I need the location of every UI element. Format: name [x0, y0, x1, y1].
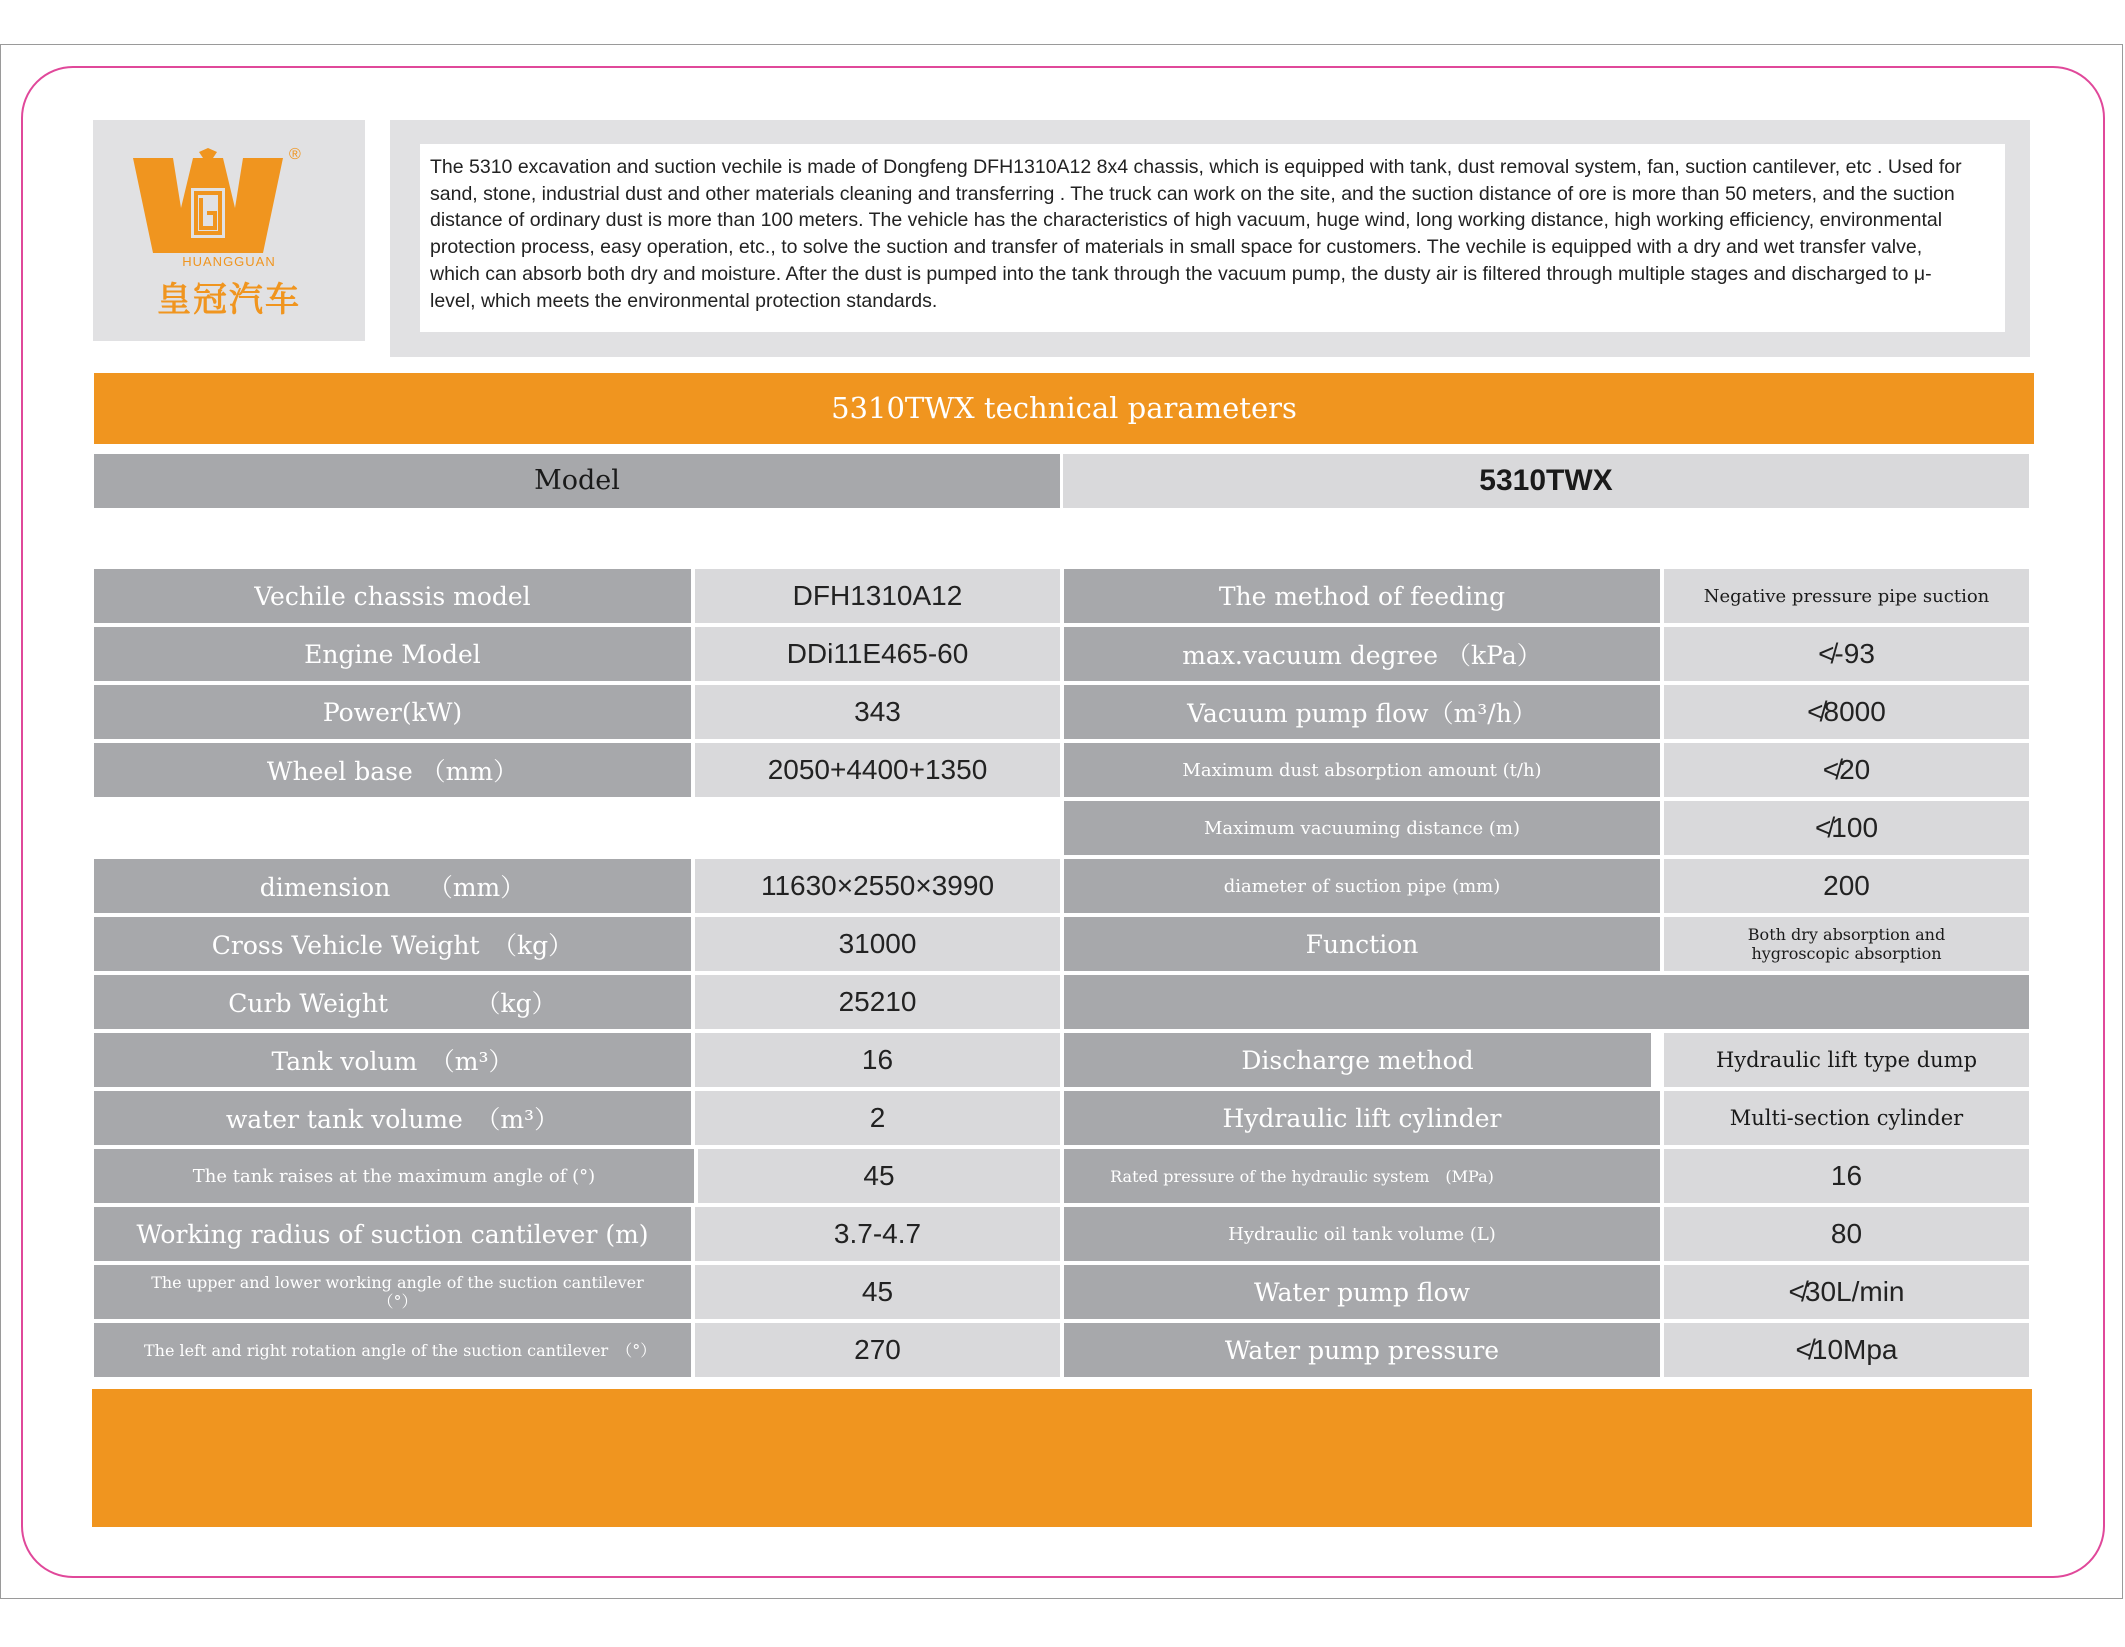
- param-value: ≮20: [1664, 743, 2029, 797]
- param-value: 270: [695, 1323, 1060, 1377]
- param-value: 16: [1664, 1149, 2029, 1203]
- param-label: dimension （mm）: [94, 859, 691, 913]
- param-label: Hydraulic lift cylinder: [1064, 1091, 1660, 1145]
- logo-brand-en: HUANGGUAN: [182, 254, 276, 269]
- model-value: 5310TWX: [1063, 454, 2029, 508]
- param-value: 2: [695, 1091, 1060, 1145]
- param-label: Vacuum pump flow（m³/h）: [1064, 685, 1660, 739]
- param-label: Hydraulic oil tank volume (L): [1064, 1207, 1660, 1261]
- param-label: Vechile chassis model: [94, 569, 691, 623]
- param-label: diameter of suction pipe (mm): [1064, 859, 1660, 913]
- param-label: The method of feeding: [1064, 569, 1660, 623]
- param-value: 31000: [695, 917, 1060, 971]
- param-label: Engine Model: [94, 627, 691, 681]
- blank-row: [1064, 975, 2029, 1029]
- param-value: 200: [1664, 859, 2029, 913]
- param-value: 2050+4400+1350: [695, 743, 1060, 797]
- param-value: ≮100: [1664, 801, 2029, 855]
- param-label: Discharge method: [1064, 1033, 1651, 1087]
- param-label: Tank volum （m³）: [94, 1033, 691, 1087]
- param-label: Function: [1064, 917, 1660, 971]
- description-panel: [390, 120, 2030, 357]
- footer-bar: [92, 1389, 2032, 1527]
- param-label: Power(kW): [94, 685, 691, 739]
- param-value: 45: [698, 1149, 1060, 1203]
- param-label: Rated pressure of the hydraulic system (MPa): [1064, 1149, 1660, 1203]
- param-value: ≮-93: [1664, 627, 2029, 681]
- param-value: 16: [695, 1033, 1060, 1087]
- param-label: Water pump pressure: [1064, 1323, 1660, 1377]
- param-label: Water pump flow: [1064, 1265, 1660, 1319]
- param-label: Curb Weight （kg）: [94, 975, 691, 1029]
- param-label: Working radius of suction cantilever (m): [94, 1207, 691, 1261]
- model-label: Model: [94, 454, 1060, 508]
- logo: [93, 120, 365, 341]
- param-label: water tank volume （m³）: [94, 1091, 691, 1145]
- param-value: 11630×2550×3990: [695, 859, 1060, 913]
- crown-logo-icon: [133, 148, 283, 258]
- registered-mark: ®: [289, 146, 301, 163]
- param-value: DDi11E465-60: [695, 627, 1060, 681]
- param-value: Negative pressure pipe suction: [1664, 569, 2029, 623]
- param-value: 343: [695, 685, 1060, 739]
- param-value: ≮30L/min: [1664, 1265, 2029, 1319]
- param-value: Hydraulic lift type dump: [1664, 1033, 2029, 1087]
- param-value: Multi-section cylinder: [1664, 1091, 2029, 1145]
- param-value: ≮10Mpa: [1664, 1323, 2029, 1377]
- param-value: 80: [1664, 1207, 2029, 1261]
- param-value: 25210: [695, 975, 1060, 1029]
- param-value: Both dry absorption and hygroscopic absorption: [1664, 917, 2029, 971]
- param-value: ≮8000: [1664, 685, 2029, 739]
- param-label: Wheel base （mm）: [94, 743, 691, 797]
- param-value: DFH1310A12: [695, 569, 1060, 623]
- page-title: 5310TWX technical parameters: [94, 373, 2034, 444]
- param-label: Maximum dust absorption amount (t/h): [1064, 743, 1660, 797]
- param-label: The left and right rotation angle of the suction cantilever （°）: [94, 1323, 691, 1377]
- param-value: 3.7-4.7: [695, 1207, 1060, 1261]
- param-label: Cross Vehicle Weight （kg）: [94, 917, 691, 971]
- param-label: The tank raises at the maximum angle of (°): [94, 1149, 694, 1203]
- param-label: The upper and lower working angle of the suction cantilever （°）: [94, 1265, 691, 1319]
- description-text: The 5310 excavation and suction vechile is made of Dongfeng DFH1310A12 8x4 chassis, which is equipped with tank, dust removal system, fan, suction cantilever, etc . Used for sand, stone, industrial dust and other materials cleaning and transferring . The truck can work on the site, and the suction distance of ore is more than 50 meters, and the suction distance of ordinary dust is more than 100 meters. The vehicle has the characteristics of high vacuum, huge wind, long working distance, high working efficiency, environmental protection process, easy operation, etc., to solve the suction and transfer of materials in small space for customers. The vechile is equipped with a dry and wet transfer valve, which can absorb both dry and moisture. After the dust is pumped into the tank through the vacuum pump, the dusty air is filtered through multiple stages and discharged to μ-level, which meets the environmental protection standards.: [420, 144, 2005, 332]
- logo-brand-cn: 皇冠汽车: [157, 281, 301, 319]
- param-label: max.vacuum degree （kPa）: [1064, 627, 1660, 681]
- param-value: 45: [695, 1265, 1060, 1319]
- param-label: Maximum vacuuming distance (m): [1064, 801, 1660, 855]
